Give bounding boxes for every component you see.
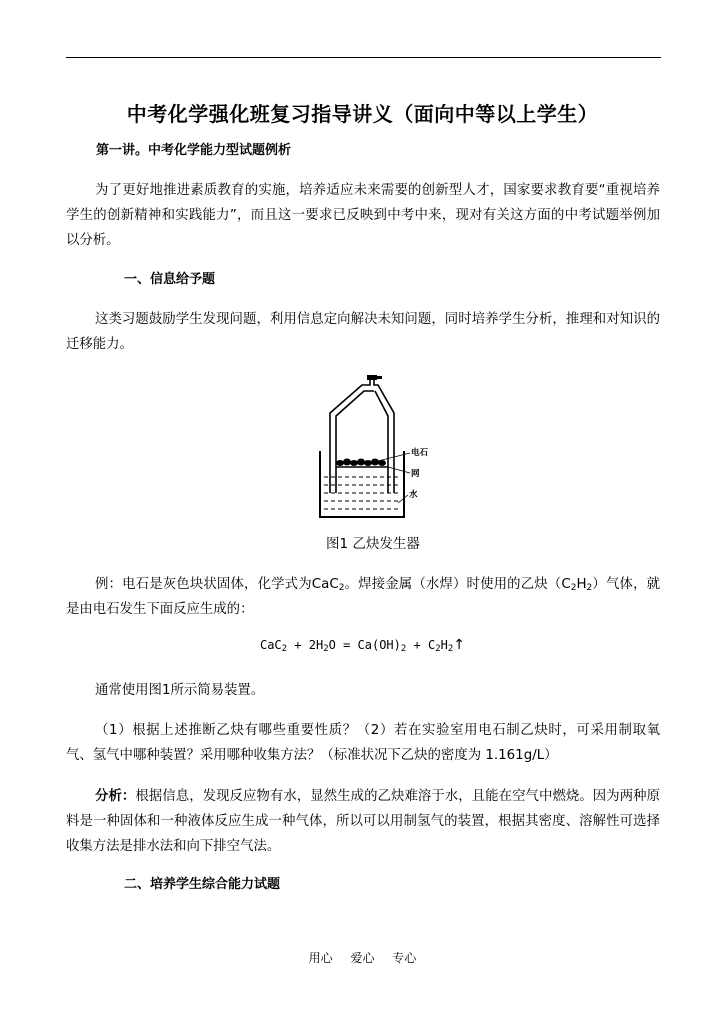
example-text-2: 。焊接金属（水焊）时使用的乙炔（C — [344, 577, 571, 592]
analysis-text: 根据信息，发现反应物有水，显然生成的乙炔难溶于水，且能在空气中燃烧。因为两种原料是一种固体和一种液体反应生成一种气体，所以可以用制氢气的装置，根据其密度、溶解性可选择收集方法是排水法和向下排空气法。 — [66, 789, 661, 854]
section2-heading: 二、培养学生综合能力试题 — [124, 877, 281, 892]
eq-d: + C — [406, 638, 436, 652]
intro-paragraph: 为了更好地推进素质教育的实施，培养适应未来需要的创新型人才，国家要求教育要“重视培养学生的创新精神和实践能力”，而且这一要求已反映到中考中来，现对有关这方面的中考试题举例加以分析。 — [66, 183, 660, 248]
eq-b: + 2H — [287, 638, 324, 652]
question-paragraph: （1）根据上述推断乙炔有哪些重要性质？（2）若在实验室用电石制乙炔时，可采用制取氧气、氢气中哪种装置？采用哪种收集方法？（标准状况下乙炔的密度为 1.161g/L） — [66, 723, 660, 763]
page-title: 中考化学强化班复习指导讲义（面向中等以上学生） — [126, 102, 599, 126]
reaction-equation — [0, 637, 725, 653]
figure-caption: 图1 乙炔发生器 — [326, 536, 420, 552]
eq-c-sub: 2 — [400, 644, 407, 654]
example-text-3: H — [576, 577, 587, 592]
example-text-4: ）气体，就是由电石发生下面反应生成的： — [66, 577, 661, 617]
eq-c: O = Ca(OH) — [328, 638, 401, 652]
analysis-paragraph — [66, 784, 660, 859]
page-footer: 用心 爱心 专心 — [308, 951, 417, 965]
eq-a: CaC — [259, 638, 282, 652]
device-paragraph: 通常使用图1所示简易装置。 — [95, 683, 265, 698]
eq-d-sub: 2 — [435, 644, 441, 654]
mesh-label: 网 — [411, 469, 420, 479]
example-sub-3: 2 — [586, 583, 593, 593]
gas-arrow-icon: ↑ — [453, 637, 466, 653]
eq-a-sub: 2 — [281, 644, 288, 654]
example-paragraph — [66, 572, 660, 622]
header-rule — [66, 57, 661, 58]
eq-e-sub: 2 — [447, 644, 454, 654]
lecture-heading: 第一讲。中考化学能力型试题例析 — [96, 143, 292, 158]
water-label: 水 — [409, 490, 418, 500]
example-text-1: 例：电石是灰色块状固体，化学式为CaC — [95, 577, 339, 592]
example-sub-1: 2 — [338, 583, 345, 593]
eq-e: H — [440, 638, 448, 652]
section1-paragraph: 这类习题鼓励学生发现问题，利用信息定向解决未知问题，同时培养学生分析，推理和对知识的迁移能力。 — [66, 312, 660, 352]
acetylene-generator-figure — [318, 373, 430, 523]
section1-heading: 一、信息给予题 — [124, 272, 216, 287]
example-sub-2: 2 — [570, 583, 577, 593]
eq-b-sub: 2 — [323, 644, 329, 654]
carbide-label: 电石 — [411, 448, 429, 458]
analysis-lead: 分析： — [95, 789, 136, 804]
